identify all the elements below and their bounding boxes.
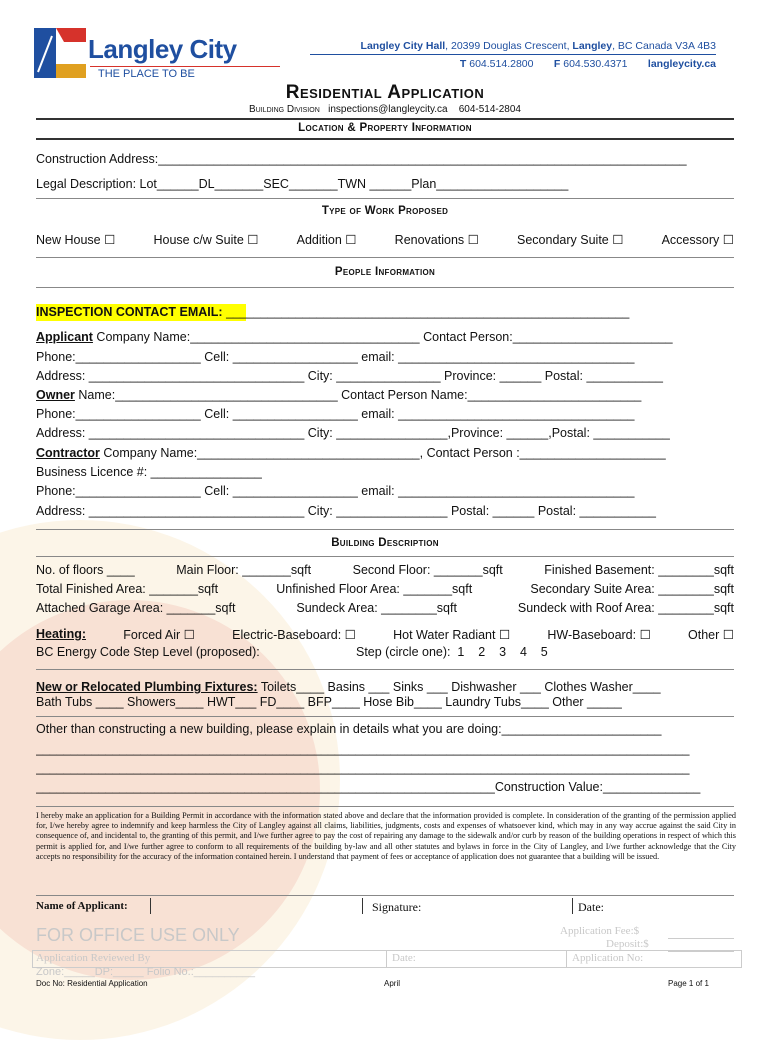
total-finished-field[interactable]: Total Finished Area: _______sqft bbox=[36, 582, 219, 596]
work-option-house-suite[interactable]: House c/w Suite ☐ bbox=[153, 233, 259, 247]
signature-label: Signature: bbox=[372, 900, 422, 914]
office-fee-line bbox=[668, 938, 734, 939]
owner-phone-field[interactable]: Phone:__________________ Cell: __________________ email: __________________________________ bbox=[36, 407, 635, 421]
divider bbox=[36, 556, 734, 557]
section-people: People Information bbox=[334, 266, 436, 278]
inspection-email-row bbox=[36, 305, 734, 319]
legal-description-field[interactable]: Legal Description: Lot______DL_______SEC_______TWN ______Plan___________________ bbox=[36, 177, 569, 191]
office-deposit: Deposit:$ bbox=[606, 938, 649, 950]
owner-name-field[interactable]: Name:________________________________ Contact Person Name:_________________________ bbox=[74, 388, 642, 402]
sundeck-area-field[interactable]: Sundeck Area: ________sqft bbox=[296, 601, 457, 615]
divider bbox=[36, 198, 734, 199]
owner-address-field[interactable]: Address: _______________________________ City: ________________,Province: ______,Postal: ___________ bbox=[36, 426, 670, 440]
divider bbox=[36, 138, 734, 140]
applicant-row bbox=[36, 330, 734, 344]
construction-address-field[interactable]: Construction Address:____________________________________________________________________________ bbox=[36, 152, 687, 166]
plumbing-label: New or Relocated Plumbing Fixtures: bbox=[36, 680, 258, 694]
finished-basement-field[interactable]: Finished Basement: ________sqft bbox=[544, 563, 734, 577]
step-level-label: BC Energy Code Step Level (proposed): bbox=[36, 645, 260, 659]
inspection-email-label: INSPECTION CONTACT EMAIL: bbox=[36, 305, 223, 319]
hall-name: Langley City Hall bbox=[360, 40, 446, 52]
applicant-address-field[interactable]: Address: _______________________________ City: _______________ Province: ______ Postal: ___________ bbox=[36, 369, 663, 383]
logo bbox=[34, 28, 274, 84]
hall-address: , 20399 Douglas Crescent, bbox=[445, 40, 573, 52]
header-address bbox=[310, 40, 716, 52]
office-zone-line: Zone:_____DP:_____ Folio No.:__________ bbox=[36, 966, 255, 978]
heating-forced-air[interactable]: Forced Air ☐ bbox=[123, 628, 195, 642]
office-reviewed: Application Reviewed By bbox=[36, 952, 151, 964]
work-option-secondary-suite[interactable]: Secondary Suite ☐ bbox=[517, 233, 624, 247]
heating-hot-water[interactable]: Hot Water Radiant ☐ bbox=[393, 628, 511, 642]
heating-hw-baseboard[interactable]: HW-Baseboard: ☐ bbox=[547, 628, 651, 642]
divider bbox=[36, 287, 734, 288]
division-name: Building Division bbox=[249, 104, 320, 115]
divider bbox=[36, 895, 734, 896]
floors-field[interactable]: No. of floors ____ bbox=[36, 563, 135, 577]
step-level-choice[interactable]: Step (circle one): 1 2 3 4 5 bbox=[356, 645, 548, 659]
office-app-no: Application No: bbox=[572, 952, 644, 964]
logo-mark-icon bbox=[34, 28, 90, 80]
work-type-options bbox=[36, 232, 734, 247]
work-option-accessory[interactable]: Accessory ☐ bbox=[661, 233, 734, 247]
explain-line[interactable]: ______________________________________________________________________________________________ bbox=[36, 742, 690, 756]
second-floor-field[interactable]: Second Floor: _______sqft bbox=[352, 563, 503, 577]
header-rule bbox=[310, 54, 716, 55]
plumbing-row-1 bbox=[36, 680, 734, 694]
applicant-name-label: Name of Applicant: bbox=[36, 900, 128, 912]
work-option-addition[interactable]: Addition ☐ bbox=[296, 233, 357, 247]
divider bbox=[36, 806, 734, 807]
signature-divider bbox=[362, 898, 363, 914]
construction-value-field[interactable]: __________________________________________________________________Construction Value:______________ bbox=[36, 780, 701, 794]
building-row-3 bbox=[36, 601, 734, 615]
explain-field[interactable]: Other than constructing a new building, please explain in details what you are doing:_______________________ bbox=[36, 722, 662, 736]
fax-number: 604.530.4371 bbox=[563, 58, 628, 70]
business-licence-field[interactable]: Business Licence #: ________________ bbox=[36, 465, 262, 479]
applicant-company-field[interactable]: Company Name:_________________________________ Contact Person:_______________________ bbox=[92, 330, 673, 344]
owner-row bbox=[36, 388, 734, 402]
subtitle bbox=[0, 104, 770, 115]
fax-label: F bbox=[553, 58, 561, 70]
hall-province: , BC Canada V3A 4B3 bbox=[612, 40, 716, 52]
main-floor-field[interactable]: Main Floor: _______sqft bbox=[176, 563, 312, 577]
divider bbox=[36, 257, 734, 258]
heating-label: Heating: bbox=[36, 627, 86, 641]
plumbing-fields-2[interactable]: Bath Tubs ____ Showers____ HWT___ FD____ BFP____ Hose Bib____ Laundry Tubs____ Other _____ bbox=[36, 695, 622, 709]
logo-tagline: THE PLACE TO BE bbox=[98, 68, 195, 80]
declaration-text: I hereby make an application for a Building Permit in accordance with the information stated above and declare that the information provided is complete. In consideration of the granting of the permission applied for, I/we hereby agree to indemnify and keep harmless the City of Langley against all claims, liabilities, judgments, costs and expenses of whatsoever kind, which may in any way accrue against the said City in consequence of, and incidental to, the granting of this permit, and I/we further agree to pay the cost of repairing any damage to the sidewalk and/or curb by reason of the building operations in respect of which this permit is applied for, and I/we further agree to conform to all requirements of the building by-law and all other statutes and bylaws in force in the City of Langley, and I/we further acknowledge that the City accepts no responsibility for the accuracy of the information contained herein. I understand that payment of fees or acceptance of application does not guarantee that a building will be issued. bbox=[36, 811, 736, 861]
building-row-2 bbox=[36, 582, 734, 596]
footer-doc-no: Doc No: Residential Application bbox=[36, 979, 148, 988]
signature-divider bbox=[150, 898, 151, 914]
footer-page: Page 1 of 1 bbox=[668, 979, 709, 988]
header-contacts bbox=[310, 58, 716, 70]
work-option-renovations[interactable]: Renovations ☐ bbox=[394, 233, 479, 247]
footer-month: April bbox=[384, 979, 401, 988]
logo-underline bbox=[90, 66, 280, 67]
logo-name: Langley City bbox=[88, 34, 237, 64]
sundeck-roof-field[interactable]: Sundeck with Roof Area: ________sqft bbox=[517, 601, 734, 615]
owner-label: Owner bbox=[36, 388, 75, 402]
office-date: Date: bbox=[392, 952, 416, 964]
inspection-email-field[interactable]: __________________________________________________________ bbox=[226, 305, 630, 319]
hall-city: Langley bbox=[572, 40, 613, 52]
divider bbox=[36, 118, 734, 120]
plumbing-fields-1[interactable]: Toilets____ Basins ___ Sinks ___ Dishwasher ___ Clothes Washer____ bbox=[257, 680, 661, 694]
secondary-suite-area-field[interactable]: Secondary Suite Area: ________sqft bbox=[530, 582, 734, 596]
signature-row bbox=[32, 898, 736, 916]
heating-electric-baseboard[interactable]: Electric-Baseboard: ☐ bbox=[232, 628, 356, 642]
division-phone: 604-514-2804 bbox=[458, 104, 521, 115]
applicant-phone-field[interactable]: Phone:__________________ Cell: __________________ email: __________________________________ bbox=[36, 350, 635, 364]
date-divider bbox=[572, 898, 573, 914]
tel-number: 604.514.2800 bbox=[469, 58, 534, 70]
garage-area-field[interactable]: Attached Garage Area: _______sqft bbox=[36, 601, 236, 615]
contractor-row bbox=[36, 446, 734, 460]
section-building: Building Description bbox=[331, 537, 439, 549]
divider bbox=[36, 716, 734, 717]
page-title: Residential Application bbox=[285, 82, 485, 103]
office-fee: Application Fee:$ bbox=[560, 925, 640, 937]
unfinished-floor-field[interactable]: Unfinished Floor Area: _______sqft bbox=[276, 582, 473, 596]
contractor-label: Contractor bbox=[36, 446, 100, 460]
divider bbox=[36, 669, 734, 670]
office-use-title: FOR OFFICE USE ONLY bbox=[36, 925, 240, 945]
office-divider bbox=[386, 950, 387, 968]
contractor-address-field[interactable]: Address: _______________________________ City: ________________ Postal: ______ Postal: ___________ bbox=[36, 504, 656, 518]
website-link[interactable]: langleycity.ca bbox=[647, 58, 716, 70]
contractor-phone-field[interactable]: Phone:__________________ Cell: __________________ email: __________________________________ bbox=[36, 484, 635, 498]
applicant-label: Applicant bbox=[36, 330, 93, 344]
tel-label: T bbox=[459, 58, 467, 70]
section-work: Type of Work Proposed bbox=[321, 205, 449, 217]
divider bbox=[36, 529, 734, 530]
work-option-new-house[interactable]: New House ☐ bbox=[36, 233, 116, 247]
division-email: inspections@langleycity.ca bbox=[328, 104, 448, 115]
building-row-1 bbox=[36, 563, 734, 577]
explain-line[interactable]: ______________________________________________________________________________________________ bbox=[36, 761, 690, 775]
heating-other[interactable]: Other ☐ bbox=[688, 628, 734, 642]
heating-row bbox=[36, 627, 734, 642]
contractor-company-field[interactable]: Company Name:________________________________, Contact Person :_____________________ bbox=[99, 446, 666, 460]
section-location: Location & Property Information bbox=[298, 122, 472, 134]
date-label: Date: bbox=[578, 900, 604, 914]
office-divider bbox=[566, 950, 567, 968]
